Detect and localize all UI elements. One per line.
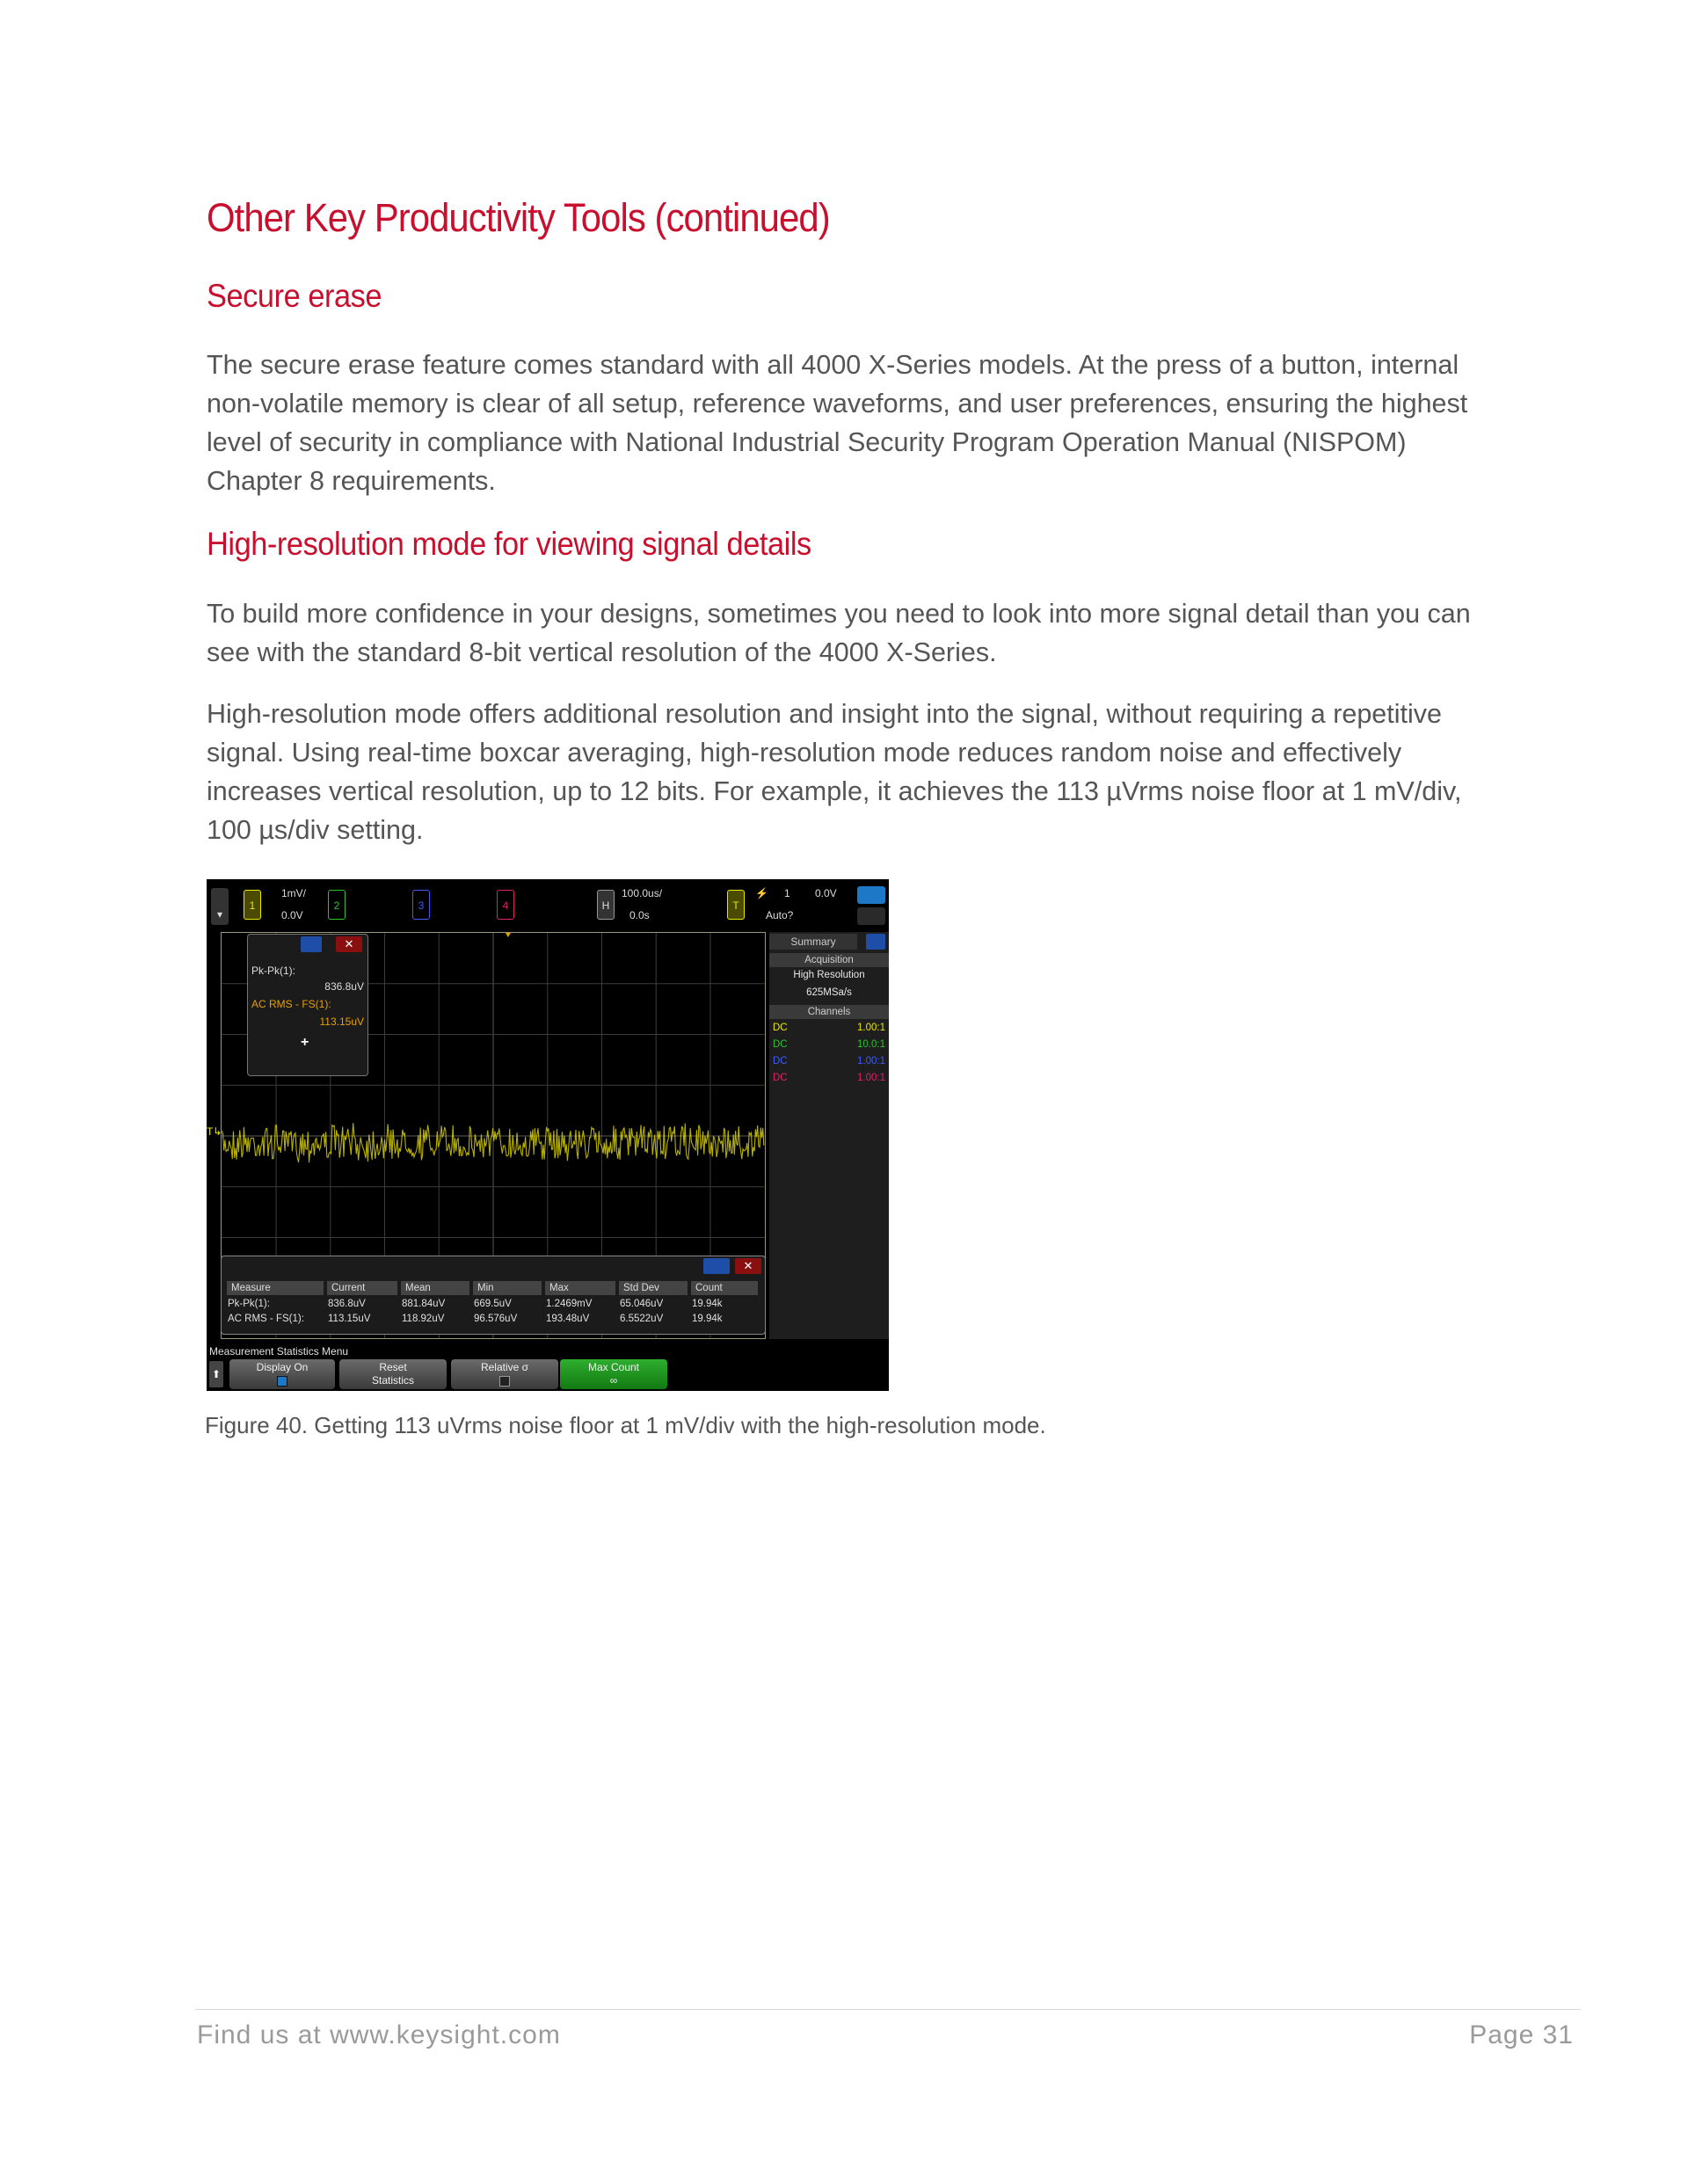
section-heading-secure-erase: Secure erase	[207, 278, 382, 314]
channel-probe-ratio: 1.00:1	[857, 1056, 885, 1067]
trigger-source: 1	[784, 887, 790, 899]
channel-probe-ratio: 1.00:1	[857, 1073, 885, 1083]
channel-coupling: DC	[773, 1073, 788, 1083]
softkey-reset-sub: Statistics	[371, 1374, 414, 1387]
popup-acrms-value: 113.15uV	[319, 1016, 364, 1028]
stats-cell: 113.15uV	[328, 1314, 371, 1324]
softkey-max-count[interactable]	[560, 1359, 667, 1389]
ch1-offset: 0.0V	[281, 909, 303, 921]
channel-summary-row	[773, 1056, 885, 1067]
softkey-menu-title: Measurement Statistics Menu	[209, 1345, 349, 1358]
display-on-checkbox-icon	[277, 1376, 287, 1387]
softkey-relative-label: Relative σ	[480, 1361, 529, 1373]
scope-top-bar	[207, 879, 889, 932]
high-resolution-paragraph-1: To build more confidence in your designs, sometimes you need to look into more signal detail than you can see with the standard 8-bit vertical resolution of the 4000 X-Series.	[207, 599, 1471, 667]
channel-1-button[interactable]: 1	[244, 890, 261, 920]
sample-rate: 625MSa/s	[806, 987, 852, 998]
measurement-popup	[247, 934, 368, 1076]
secure-erase-paragraph: The secure erase feature comes standard with all 4000 X-Series models. At the press of a button, internal non-volatile memory is clear of all setup, reference waveforms, and user preferences, ensuring the highest level of security in compliance with National Industrial Security Program Operation Manual (NISPOM) Chapter 8 requirements.	[207, 350, 1468, 496]
channels-header: Channels	[769, 1005, 889, 1019]
softkey-reset-statistics[interactable]	[339, 1359, 447, 1389]
footer-website: Find us at www.keysight.com	[197, 2020, 561, 2049]
stats-cell: 669.5uV	[474, 1299, 512, 1309]
stats-column-header: Measure	[227, 1281, 324, 1295]
stats-cell: 1.2469mV	[546, 1299, 593, 1309]
channel-coupling: DC	[773, 1039, 788, 1050]
stats-column-header: Max	[545, 1281, 615, 1295]
channel-summary-row	[773, 1039, 885, 1050]
stats-column-header: Current	[327, 1281, 397, 1295]
softkey-display-on[interactable]	[229, 1359, 335, 1389]
trigger-position-marker	[506, 933, 511, 937]
softkey-max-count-value: ∞	[609, 1374, 618, 1387]
measurement-statistics-window	[221, 1256, 766, 1335]
stats-cell: 881.84uV	[402, 1299, 446, 1309]
popup-pkpk-value: 836.8uV	[324, 980, 364, 993]
acquisition-mode: High Resolution	[793, 970, 865, 980]
stats-settings-icon[interactable]	[703, 1258, 730, 1274]
stats-cell: 19.94k	[692, 1314, 723, 1324]
acquisition-header: Acquisition	[769, 953, 889, 967]
summary-menu-icon[interactable]	[866, 934, 885, 950]
cursor-mode-icon[interactable]	[857, 907, 885, 925]
menu-up-icon[interactable]: ⬆	[209, 1361, 223, 1387]
display-mode-icon[interactable]	[857, 886, 885, 904]
trigger-button[interactable]: T	[727, 890, 745, 920]
stats-cell: Pk-Pk(1):	[228, 1299, 270, 1309]
stats-column-header: Std Dev	[619, 1281, 688, 1295]
stats-cell: 96.576uV	[474, 1314, 518, 1324]
summary-tab[interactable]: Summary	[769, 934, 857, 950]
stats-cell: 19.94k	[692, 1299, 723, 1309]
channel-summary-row	[773, 1073, 885, 1083]
page-title: Other Key Productivity Tools (continued)	[207, 195, 830, 240]
trigger-mode: Auto?	[766, 909, 794, 921]
channel-summary-row	[773, 1023, 885, 1033]
scope-menu-arrow[interactable]: ▾	[211, 888, 229, 925]
stats-cell: 836.8uV	[328, 1299, 366, 1309]
stats-column-header: Min	[473, 1281, 542, 1295]
popup-pkpk-label: Pk-Pk(1):	[251, 965, 296, 977]
channel-2-button[interactable]: 2	[328, 890, 346, 920]
stats-close-icon[interactable]: ✕	[735, 1258, 761, 1274]
relative-checkbox-icon	[499, 1376, 510, 1387]
add-measurement-icon[interactable]: +	[301, 1035, 309, 1050]
oscilloscope-screenshot	[207, 879, 889, 1391]
channel-3-button[interactable]: 3	[412, 890, 430, 920]
trigger-edge-icon: ⚡	[755, 887, 768, 899]
timebase-value: 100.0us/	[622, 887, 663, 899]
horizontal-button[interactable]: H	[597, 890, 615, 920]
popup-acrms-label: AC RMS - FS(1):	[251, 998, 331, 1010]
channel-probe-ratio: 1.00:1	[857, 1023, 885, 1033]
high-resolution-paragraph-2: High-resolution mode offers additional resolution and insight into the signal, without requiring a repetitive signal. Using real-time boxcar averaging, high-resolution mode reduces random noise and effectively increases vertical resolution, up to 12 bits. For example, it achieves the 113 µVrms noise floor at 1 mV/div, 100 µs/div setting.	[207, 699, 1462, 845]
stats-column-header: Mean	[401, 1281, 469, 1295]
delay-value: 0.0s	[629, 909, 650, 921]
stats-cell: AC RMS - FS(1):	[228, 1314, 304, 1324]
channel-coupling: DC	[773, 1056, 788, 1067]
popup-settings-icon[interactable]	[301, 936, 322, 952]
stats-column-header: Count	[691, 1281, 758, 1295]
softkey-relative-sigma[interactable]	[451, 1359, 558, 1389]
footer-divider	[195, 2009, 1581, 2010]
section-heading-high-resolution: High-resolution mode for viewing signal details	[207, 526, 811, 562]
stats-cell: 193.48uV	[546, 1314, 590, 1324]
softkey-display-on-label: Display On	[256, 1361, 309, 1373]
channel-4-button[interactable]: 4	[497, 890, 514, 920]
trigger-level: 0.0V	[815, 887, 837, 899]
ground-marker: T↳	[207, 1125, 222, 1138]
footer-page-number: Page 31	[1469, 2020, 1574, 2049]
stats-cell: 118.92uV	[402, 1314, 445, 1324]
popup-close-icon[interactable]: ✕	[336, 936, 362, 952]
summary-panel	[769, 932, 889, 1339]
channel-probe-ratio: 10.0:1	[857, 1039, 885, 1050]
stats-cell: 6.5522uV	[620, 1314, 664, 1324]
stats-cell: 65.046uV	[620, 1299, 664, 1309]
ch1-scale: 1mV/	[281, 887, 307, 899]
softkey-reset-label: Reset	[379, 1361, 407, 1373]
channel-coupling: DC	[773, 1023, 788, 1033]
figure-caption: Figure 40. Getting 113 uVrms noise floor at 1 mV/div with the high-resolution mode.	[205, 1412, 1046, 1438]
softkey-max-count-label: Max Count	[587, 1361, 640, 1373]
